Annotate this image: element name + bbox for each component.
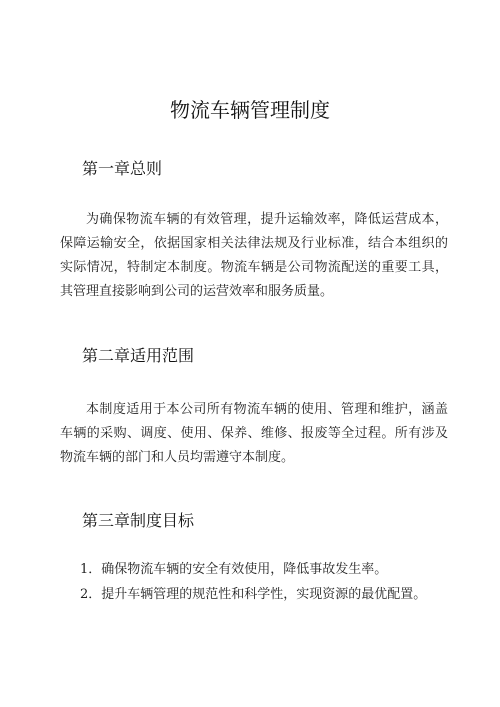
chapter-1-heading: 第一章总则	[82, 159, 163, 178]
chapter-3-list-item-2: 2．提升车辆管理的规范性和科学性，实现资源的最优配置。	[80, 587, 427, 602]
chapter-3-list-item-1: 1．确保物流车辆的安全有效使用，降低事故发生率。	[80, 562, 388, 577]
chapter-1-paragraph: 为确保物流车辆的有效管理，提升运输效率，降低运营成本，保障运输安全，依据国家相关法律法规及行业标准，结合本组织的实际情况，特制定本制度。物流车辆是公司物流配送的重要工具，其管理直接影响到公司的运营效率和服务质量。	[60, 212, 448, 299]
chapter-3-heading: 第三章制度目标	[82, 511, 195, 530]
chapter-2-paragraph: 本制度适用于本公司所有物流车辆的使用、管理和维护，涵盖车辆的采购、调度、使用、保养、维修、报废等全过程。所有涉及物流车辆的部门和人员均需遵守本制度。	[60, 402, 448, 465]
document-title: 物流车辆管理制度	[170, 98, 330, 122]
chapter-2-heading: 第二章适用范围	[82, 346, 195, 365]
